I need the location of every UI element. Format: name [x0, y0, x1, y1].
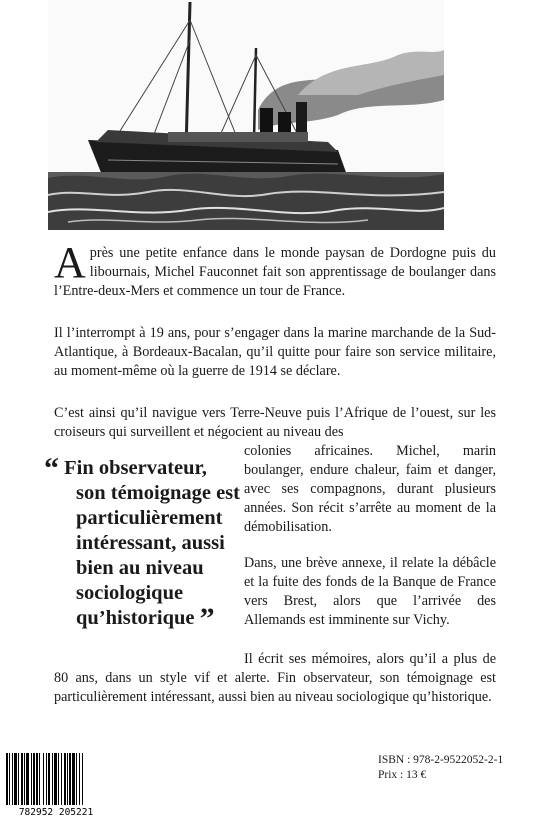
barcode-bar [6, 753, 8, 805]
pull-quote-line: particulièrement [76, 507, 223, 529]
barcode-bar [43, 753, 44, 805]
barcode-bar [76, 753, 77, 805]
barcode-bar [33, 753, 35, 805]
pull-quote-line: bien au niveau [76, 557, 204, 579]
pull-quote-line: intéressant, aussi [76, 532, 225, 554]
barcode-bar [82, 753, 83, 805]
isbn-text: ISBN : 978-2-9522052-2-1 [378, 754, 504, 766]
barcode-digits: 782952 205221 [18, 807, 94, 817]
barcode-bar [67, 753, 68, 805]
paragraph-3-top: C’est ainsi qu’il navigue vers Terre-Neuve puis l’Afrique de l’ouest, sur les croiseurs qui surveillent et négocient au niveau des [54, 405, 496, 440]
barcode-bar [26, 753, 29, 805]
barcode-bar [14, 753, 17, 805]
barcode-bar [9, 753, 10, 805]
barcode-bar [58, 753, 59, 805]
barcode-bar [69, 753, 71, 805]
pull-quote-line: Fin observateur, [64, 457, 207, 479]
close-quote-mark: ” [199, 602, 215, 635]
barcode-bar [48, 753, 50, 805]
steamship-illustration [48, 0, 444, 230]
intro-paragraph [54, 238, 496, 301]
barcode-bar [52, 753, 53, 805]
barcode-bar [31, 753, 32, 805]
paragraph-4: Dans, une brève annexe, il relate la débâcle et la fuite des fonds de la Banque de France vers Brest, alors que l’arrivée des Allemands est imminente sur Vichy. [244, 555, 496, 628]
barcode-bar [21, 753, 23, 805]
barcode-bar [12, 753, 13, 805]
barcode-bar [46, 753, 47, 805]
pull-quote-line: qu’historique [76, 607, 195, 629]
pull-quote [44, 452, 244, 635]
price-text: Prix : 13 € [378, 769, 427, 781]
barcode-bar [39, 753, 40, 805]
paragraph-3-column: colonies africaines. Michel, marin boulanger, endure chaleur, faim et danger, avec ses compagnons, durant plusieurs années. Son récit s’arrête au moment de la démobilisation. [244, 443, 496, 535]
pull-quote-line: sociologique [76, 582, 184, 604]
publication-info [378, 753, 503, 783]
barcode-bar [79, 753, 80, 805]
barcode-bar [54, 753, 57, 805]
barcode-bar [64, 753, 66, 805]
paragraph-2: Il l’interrompt à 19 ans, pour s’engager dans la marine marchande de la Sud-Atlantique, à Bordeaux-Bacalan, qu’il quitte pour faire son service militaire, au moment-même où la guerre de 1914 se déclare. [54, 325, 496, 379]
barcode-bar [36, 753, 38, 805]
paragraph-5: Il écrit ses mémoires, alors qu’il a plus de 80 ans, dans un style vif et alerte. Fin observateur, son témoignage est particulièrement intéressant, aussi bien au niveau sociologique qu’historique. [54, 651, 496, 705]
barcode-bar [24, 753, 25, 805]
barcode-bar [18, 753, 19, 805]
pull-quote-line: son témoignage est [76, 482, 240, 504]
barcode-bar [61, 753, 62, 805]
intro-text: près une petite enfance dans le monde paysan de Dordogne puis du libournais, Michel Fauconnet fait son apprentissage de boulanger dans l’Entre-deux-Mers et commence un tour de France. [54, 245, 496, 299]
open-quote-mark: “ [44, 452, 59, 485]
barcode-bar [72, 753, 75, 805]
barcode [4, 751, 108, 817]
drop-cap: A [54, 238, 86, 287]
